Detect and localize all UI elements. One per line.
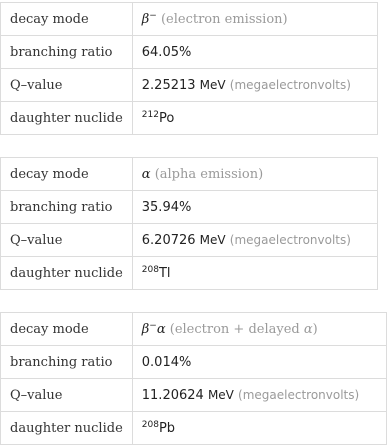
q-value-unit-description: (megaelectronvolts): [229, 77, 351, 92]
daughter-nuclide-label: daughter nuclide: [1, 412, 133, 445]
q-value-number: 6.20726: [141, 232, 196, 248]
branching-ratio-label: branching ratio: [1, 36, 133, 69]
table-row: [1, 224, 378, 257]
mode-symbol: β: [141, 11, 150, 27]
decay-mode-value: [132, 313, 386, 346]
daughter-nuclide-value: [132, 412, 386, 445]
daughter-mass-number: 208: [141, 419, 159, 430]
table-row: [1, 313, 387, 346]
branching-ratio-value: 64.05%: [132, 36, 377, 69]
table-row: [1, 158, 378, 191]
branching-ratio-value: 35.94%: [132, 191, 377, 224]
daughter-nuclide-label: daughter nuclide: [1, 257, 133, 290]
table-row: [1, 3, 378, 36]
daughter-symbol: Pb: [158, 420, 176, 436]
table-row: [1, 69, 378, 102]
q-value-value: [132, 69, 377, 102]
mode-symbol-2: α: [156, 321, 166, 337]
decay-mode-label: decay mode: [1, 313, 133, 346]
table-row: [1, 191, 378, 224]
decay-table-1: [0, 2, 378, 135]
table-row: [1, 257, 378, 290]
table-row: [1, 36, 378, 69]
mode-description: [170, 322, 318, 337]
q-value-unit: MeV: [207, 387, 234, 402]
table-row: [1, 102, 378, 135]
branching-ratio-label: branching ratio: [1, 346, 133, 379]
daughter-mass-number: 208: [141, 264, 159, 275]
mode-symbol-sup: −: [149, 320, 157, 331]
q-value-number: 11.20624: [141, 387, 204, 403]
decay-mode-label: decay mode: [1, 3, 133, 36]
q-value-label: Q–value: [1, 69, 133, 102]
mode-description: (electron emission): [160, 11, 288, 27]
q-value-unit-description: (megaelectronvolts): [229, 232, 351, 247]
table-row: [1, 346, 387, 379]
daughter-mass-number: 212: [141, 109, 159, 120]
daughter-symbol: Po: [158, 110, 175, 126]
mode-description-symbol: α: [303, 321, 313, 337]
q-value-label: Q–value: [1, 379, 133, 412]
q-value-value: [132, 224, 377, 257]
q-value-label: Q–value: [1, 224, 133, 257]
mode-symbol: α: [141, 166, 151, 182]
table-row: [1, 412, 387, 445]
q-value-value: [132, 379, 386, 412]
daughter-nuclide-label: daughter nuclide: [1, 102, 133, 135]
branching-ratio-label: branching ratio: [1, 191, 133, 224]
decay-table-2: [0, 157, 378, 290]
decay-table-3: [0, 312, 387, 445]
daughter-nuclide-value: [132, 102, 377, 135]
mode-description: (alpha emission): [154, 166, 264, 182]
mode-symbol: β: [141, 321, 150, 337]
decay-mode-value: [132, 158, 377, 191]
table-row: [1, 379, 387, 412]
daughter-symbol: Tl: [158, 265, 171, 281]
branching-ratio-value: 0.014%: [132, 346, 386, 379]
q-value-unit: MeV: [199, 77, 226, 92]
mode-description-suffix: ): [312, 321, 318, 337]
mode-symbol-sup: −: [149, 10, 157, 21]
decay-mode-label: decay mode: [1, 158, 133, 191]
q-value-unit-description: (megaelectronvolts): [238, 387, 360, 402]
q-value-number: 2.25213: [141, 77, 196, 93]
daughter-nuclide-value: [132, 257, 377, 290]
q-value-unit: MeV: [199, 232, 226, 247]
decay-mode-value: [132, 3, 377, 36]
mode-description-prefix: (electron + delayed: [169, 321, 300, 337]
